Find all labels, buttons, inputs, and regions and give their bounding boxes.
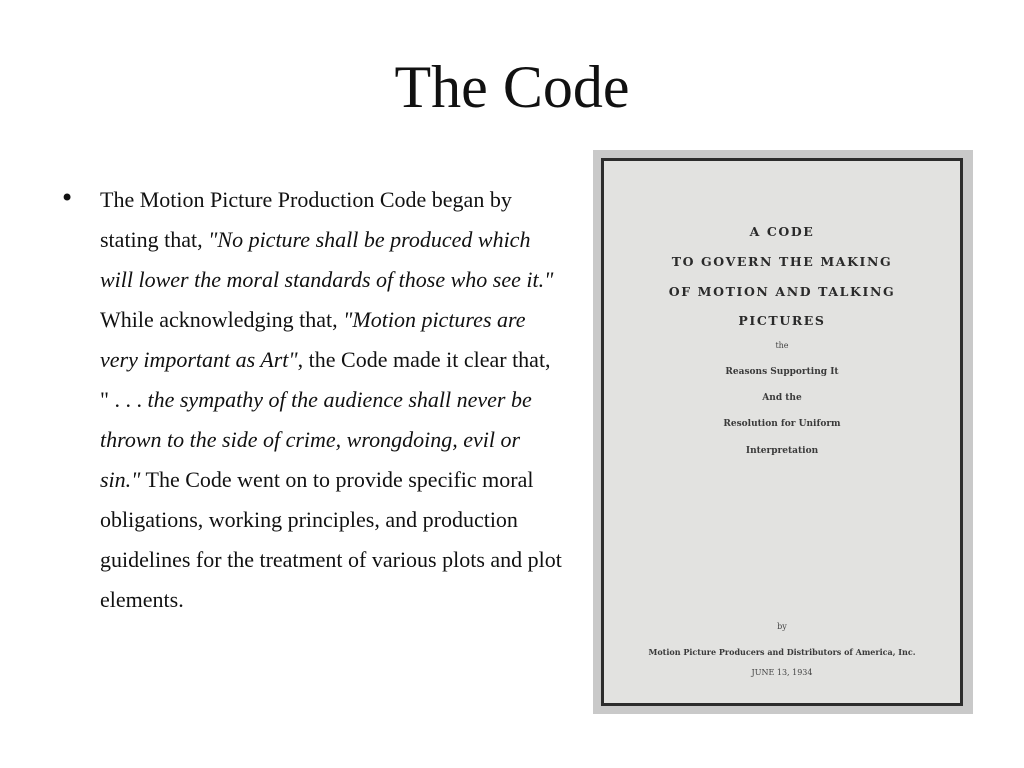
bullet-quote-3: the sympathy of the audience shall never be thrown to the side of crime, wrongdoing, evil or sin."	[100, 387, 532, 492]
bullet-quote-2: "Motion pictures are very important as Art"	[100, 307, 526, 372]
doc-sub-line: And the	[762, 393, 802, 403]
doc-sub-line: Interpretation	[745, 446, 819, 456]
doc-date: JUNE 13, 1934	[751, 668, 813, 677]
doc-heading-line: A CODE	[749, 224, 815, 239]
doc-sub-line: the	[775, 341, 789, 350]
doc-heading-line: OF MOTION AND TALKING	[668, 284, 896, 299]
doc-by-label: by	[777, 622, 787, 631]
doc-publisher: Motion Picture Producers and Distributors of America, Inc.	[648, 647, 916, 657]
slide-title: The Code	[394, 54, 630, 120]
doc-sub-line: Reasons Supporting It	[725, 367, 839, 377]
bullet-dot-icon: •	[60, 184, 75, 212]
bullet-text-part-3: , the Code made it clear that, " . . .	[100, 347, 551, 412]
bullet-text	[100, 180, 565, 620]
doc-heading-line: PICTURES	[738, 313, 826, 328]
bullet-text-part-2: While acknowledging that,	[100, 307, 344, 332]
code-document-image	[593, 150, 973, 714]
doc-sub-line: Resolution for Uniform	[723, 419, 841, 429]
bullet-text-part-4: The Code went on to provide specific moral obligations, working principles, and production guidelines for the treatment of various plots and plot elements.	[100, 467, 562, 612]
doc-heading-line: TO GOVERN THE MAKING	[671, 254, 893, 269]
code-document-page	[601, 158, 963, 706]
bullet-text-part-1: The Motion Picture Production Code began by stating that,	[100, 187, 512, 252]
bullet-quote-1: "No picture shall be produced which will lower the moral standards of those who see it."	[100, 227, 554, 292]
